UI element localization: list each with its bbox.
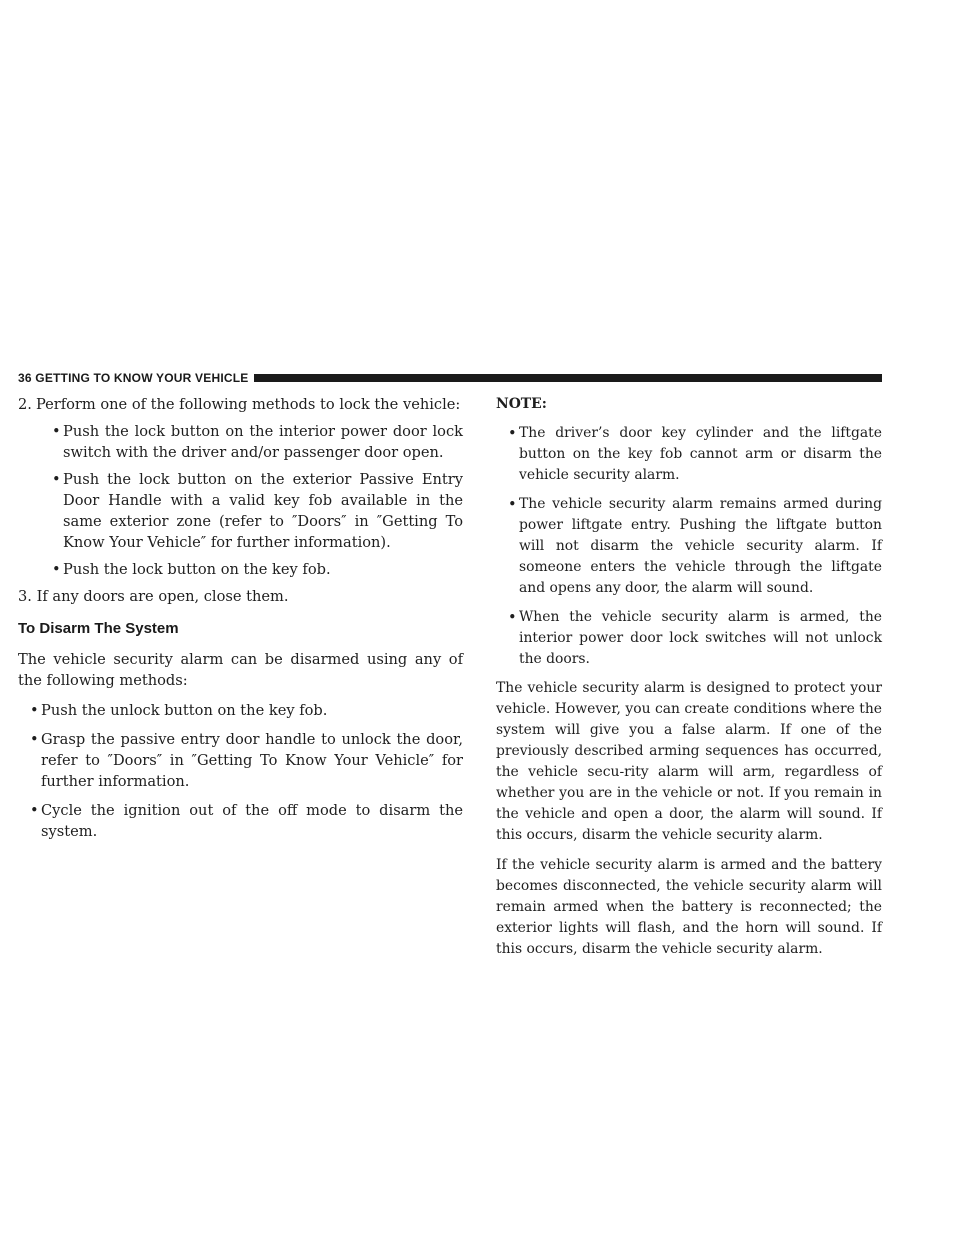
list-item: • The vehicle security alarm remains armed during power liftgate entry. Pushing the liftgate button will not disarm the vehicle security alarm. If someone enters the vehicle through the liftgate and opens any door, the alarm will sound. (508, 494, 882, 599)
bullet-icon: • (30, 802, 39, 819)
disarm-intro: The vehicle security alarm can be disarmed using any of the following methods: (18, 651, 463, 689)
step-2 (18, 394, 463, 415)
bullet-icon: • (52, 471, 61, 488)
step-2-number: 2. (18, 396, 32, 413)
bullet-icon: • (30, 731, 39, 748)
list-item: • Grasp the passive entry door handle to unlock the door, refer to ″Doors″ in ″Getting To Know Your Vehicle″ for further information. (30, 731, 463, 790)
list-item: • Push the unlock button on the key fob. (30, 702, 328, 719)
step-2-text: Perform one of the following methods to lock the vehicle: (35, 396, 461, 413)
bullet-icon: • (52, 423, 61, 440)
list-item: • Push the lock button on the interior power door lock switch with the driver and/or passenger door open. (52, 423, 463, 461)
bullet-icon: • (30, 702, 39, 719)
left-column (18, 394, 463, 850)
battery-paragraph: If the vehicle security alarm is armed and the battery becomes disconnected, the vehicle security alarm will remain armed when the battery is reconnected; the exterior lights will flash, and the horn will sound. If this occurs, disarm the vehicle security alarm. (496, 857, 882, 957)
section-heading-disarm: To Disarm The System (18, 620, 179, 637)
list-item: • When the vehicle security alarm is armed, the interior power door lock switches will not unlock the doors. (508, 607, 882, 670)
bullet-icon: • (508, 425, 517, 442)
list-item: • Push the lock button on the exterior Passive Entry Door Handle with a valid key fob available in the same exterior zone (refer to ″Doors″ in ″Getting To Know Your Vehicle″ for further information). (52, 471, 463, 551)
disarm-methods-list (30, 700, 463, 842)
right-column (496, 394, 882, 969)
note-list (508, 423, 882, 670)
bullet-icon: • (52, 561, 61, 578)
note-heading: NOTE: (496, 396, 547, 412)
false-alarm-paragraph: The vehicle security alarm is designed to protect your vehicle. However, you can create conditions where the system will give you a false alarm. If one of the previously described arming sequences has occurred, the vehicle secu-rity alarm will arm, regardless of whether you are in the vehicle or not. If you remain in the vehicle and open a door, the alarm will sound. If this occurs, disarm the vehicle security alarm. (496, 680, 882, 843)
page-header (18, 371, 882, 385)
page-header-label: 36 GETTING TO KNOW YOUR VEHICLE (18, 371, 249, 385)
list-item: • The driver’s door key cylinder and the liftgate button on the key fob cannot arm or disarm the vehicle security alarm. (508, 423, 882, 486)
list-item: • Cycle the ignition out of the off mode to disarm the system. (30, 802, 463, 840)
step-3: 3. If any doors are open, close them. (18, 588, 289, 605)
bullet-icon: • (508, 609, 517, 626)
lock-methods-list (52, 421, 463, 580)
header-rule (254, 374, 882, 382)
bullet-icon: • (508, 496, 517, 513)
list-item: • Push the lock button on the key fob. (52, 561, 331, 578)
